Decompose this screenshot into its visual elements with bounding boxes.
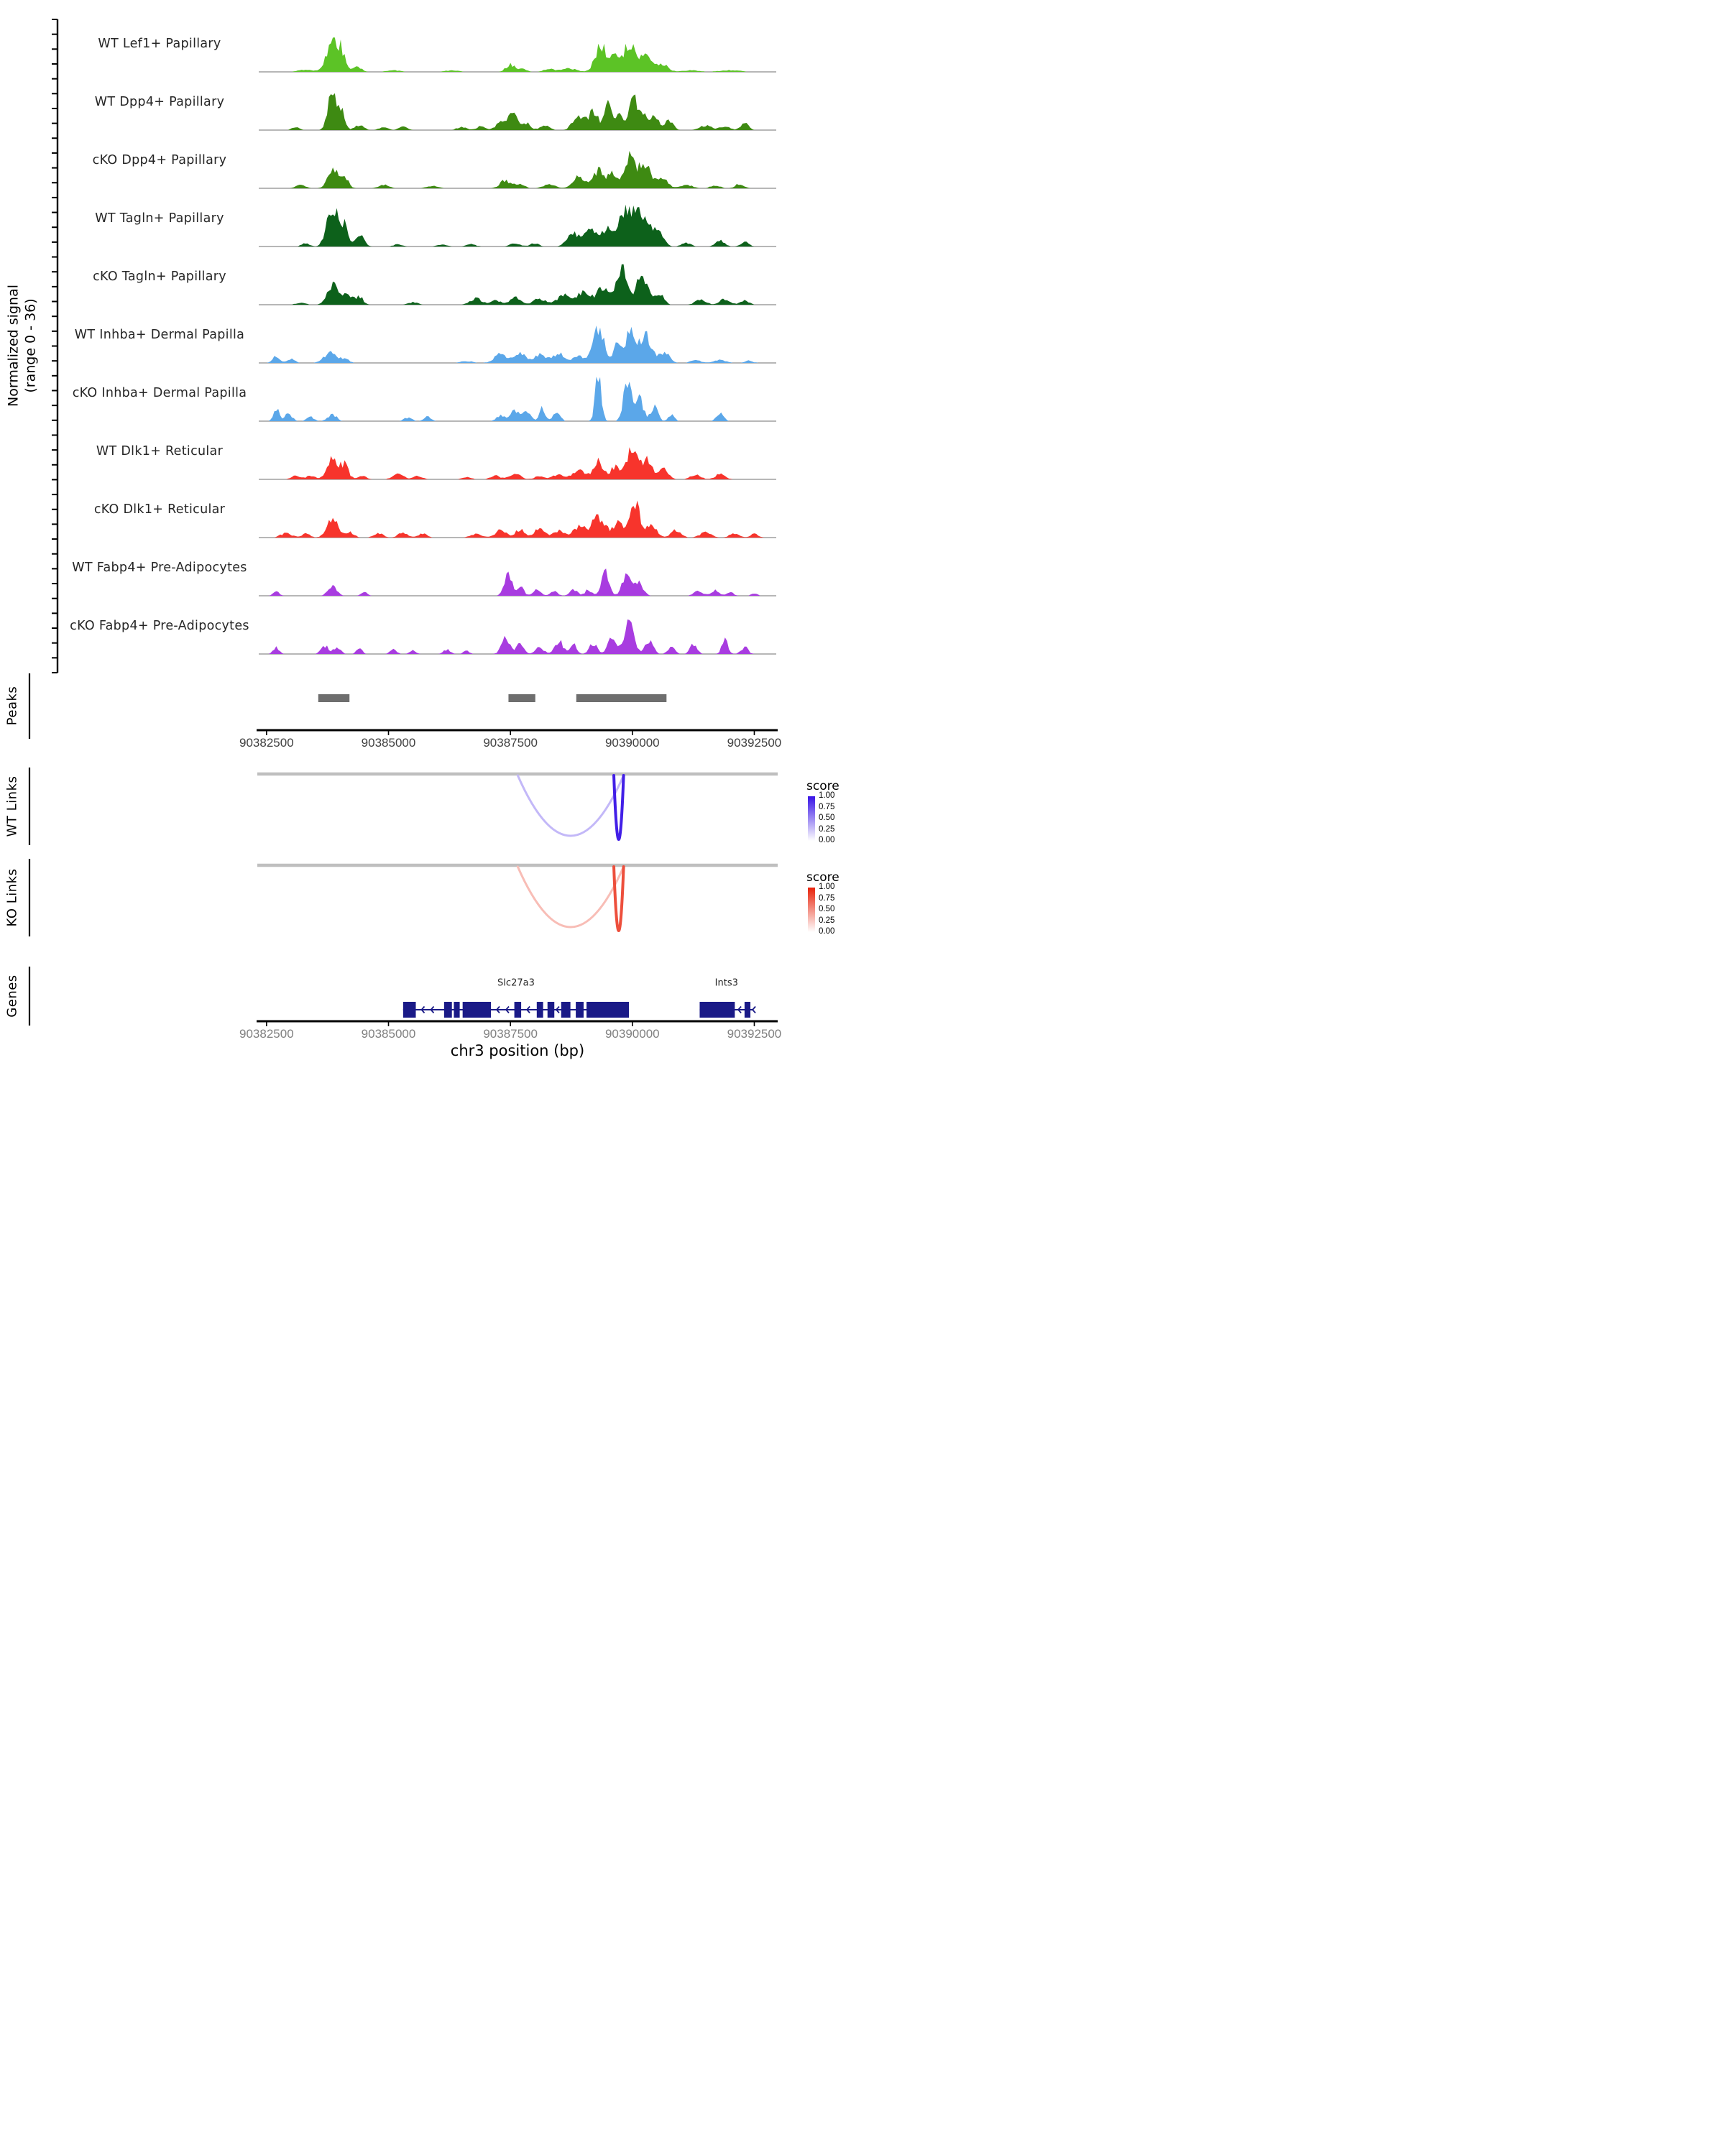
exon-box [403,1002,416,1018]
score-legend-tick: 0.75 [819,893,835,903]
genome-coverage-figure [0,0,862,1078]
coverage-area [262,377,772,421]
exon-box [699,1002,735,1018]
x-tick-label: 90385000 [361,736,416,750]
coverage-area [262,264,772,305]
gene-name-label: Slc27a3 [497,977,535,989]
track-label: cKO Dpp4+ Papillary [92,153,227,167]
exon-box [586,1002,629,1018]
coverage-area [262,619,772,654]
y-axis-label [5,285,40,407]
x-tick-label: 90392500 [727,1027,782,1041]
track-label: WT Tagln+ Papillary [95,211,224,226]
exon-box [444,1002,452,1018]
track-label: cKO Inhba+ Dermal Papilla [72,386,247,400]
x-tick-label: 90382500 [239,1027,294,1041]
ko-links-panel-label: KO Links [4,868,20,927]
score-legend-tick: 1.00 [819,791,835,800]
track-label: cKO Dlk1+ Reticular [93,502,226,517]
exon-box [515,1002,522,1018]
score-legend-tick: 0.50 [819,905,835,913]
x-axis-label: chr3 position (bp) [450,1042,585,1059]
coverage-area [262,93,772,130]
peaks-panel-label: Peaks [4,686,20,726]
track-label: WT Lef1+ Papillary [98,37,221,51]
track-label: WT Dpp4+ Papillary [94,95,225,109]
score-legend-gradient [808,796,815,841]
coverage-area [262,151,772,188]
ko-score-legend-title: score [806,870,840,885]
wt-score-legend-title: score [806,779,840,793]
score-legend-tick: 0.00 [819,927,835,936]
exon-box [745,1002,750,1018]
coverage-area [262,326,772,363]
x-tick-label: 90387500 [483,1027,538,1041]
coverage-area [262,447,772,479]
track-label: WT Dlk1+ Reticular [96,444,224,459]
exon-box [561,1002,571,1018]
gene-name-label: Ints3 [714,977,738,989]
x-tick-label: 90390000 [604,1027,660,1041]
score-legend-tick: 0.00 [819,836,835,844]
exon-box [537,1002,543,1018]
x-tick-label: 90392500 [727,736,782,750]
x-tick-label: 90385000 [361,1027,416,1041]
track-label: WT Fabp4+ Pre-Adipocytes [72,561,247,575]
y-axis-label-line2: (range 0 - 36) [22,298,38,393]
genes-panel-label: Genes [4,975,20,1018]
coverage-area [262,37,772,72]
exon-box [463,1002,491,1018]
y-axis-label-line1: Normalized signal [5,285,22,407]
peak-region [576,694,667,702]
coverage-area [262,501,772,538]
track-label: cKO Tagln+ Papillary [93,270,226,284]
track-label: cKO Fabp4+ Pre-Adipocytes [70,619,249,633]
x-tick-label: 90387500 [483,736,538,750]
x-tick-label: 90390000 [604,736,660,750]
exon-box [548,1002,555,1018]
coverage-area [262,568,772,596]
score-legend-tick: 1.00 [819,883,835,891]
peak-region [318,694,349,702]
coverage-area [262,205,772,247]
strand-arrow-left [753,1007,755,1013]
exon-box [454,1002,459,1018]
exon-box [576,1002,584,1018]
score-legend-gradient [808,888,815,932]
track-label: WT Inhba+ Dermal Papilla [74,328,245,342]
peak-region [508,694,535,702]
wt-links-panel-label: WT Links [4,775,20,837]
score-legend-tick: 0.25 [819,824,835,834]
score-legend-tick: 0.50 [819,814,835,822]
score-legend-tick: 0.75 [819,802,835,811]
x-tick-label: 90382500 [239,736,294,750]
score-legend-tick: 0.25 [819,916,835,925]
link-arc [518,775,623,836]
link-arc [518,867,623,927]
